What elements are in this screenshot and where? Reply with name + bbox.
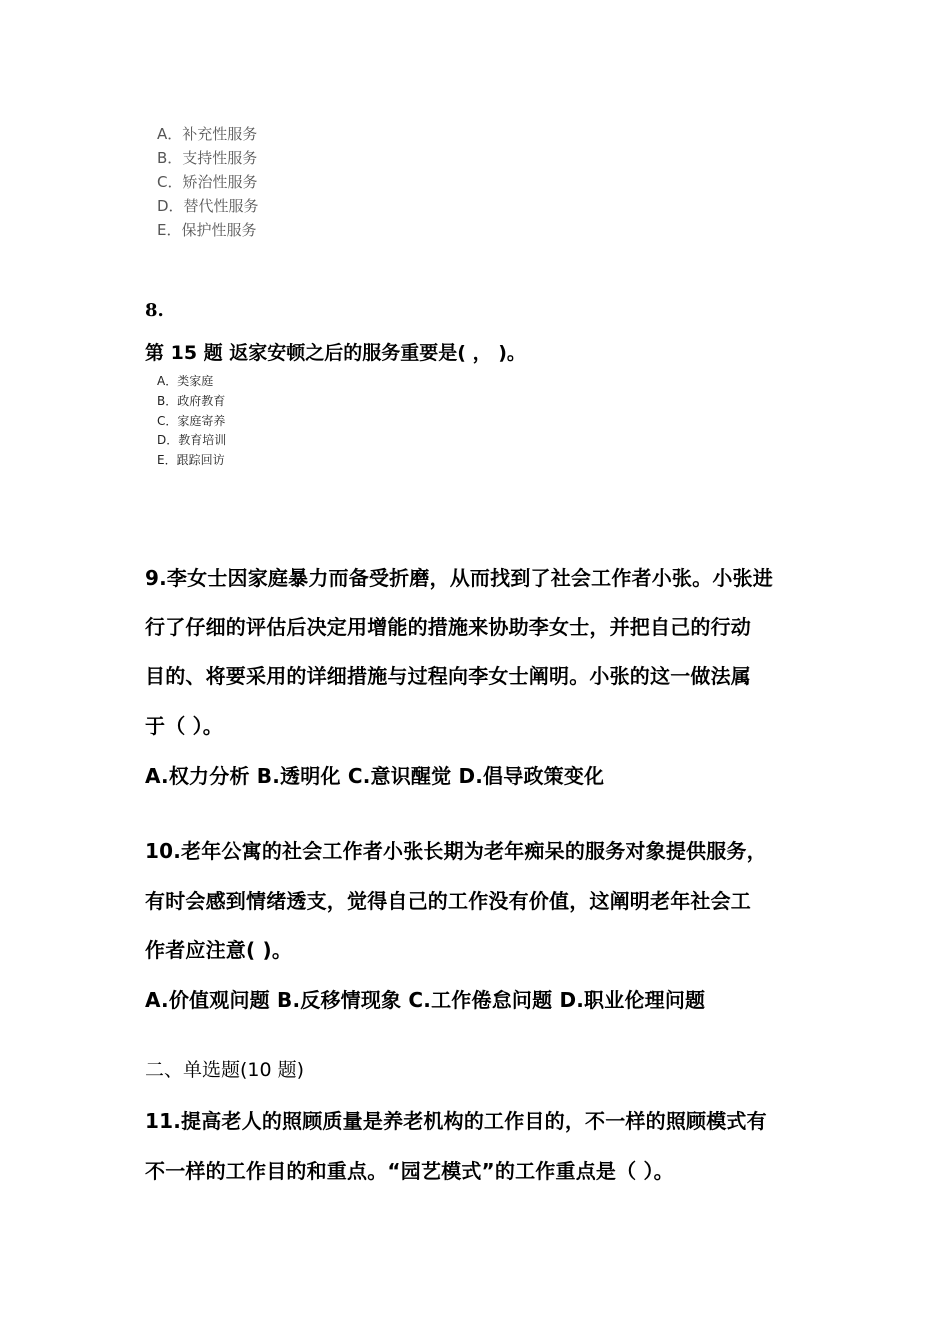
q10-line-1: 10.老年公寓的社会工作者小张长期为老年痴呆的服务对象提供服务， [145,839,767,863]
q7-option-d: D．替代性服务 [157,197,259,215]
q8-option-d: D．教育培训 [157,433,227,447]
q8-option-c: C．家庭寄养 [157,414,226,428]
section-heading: 二、单选题(10 题) [145,1059,305,1081]
q9-line-1: 9.李女士因家庭暴力而备受折磨，从而找到了社会工作者小张。小张进 [145,566,773,590]
q8-number: 8. [145,300,164,321]
q8-option-a: A．类家庭 [157,374,214,388]
q8-title: 第 15 题 返家安顿之后的服务重要是( ， )。 [145,342,526,364]
q11-line-1: 11.提高老人的照顾质量是养老机构的工作目的，不一样的照顾模式有 [145,1109,767,1133]
q9-line-2: 行了仔细的评估后决定用增能的措施来协助李女士，并把自己的行动 [145,615,751,639]
q7-option-c: C．矫治性服务 [157,173,258,191]
q9-line-4: 于（ ）。 [145,714,223,738]
q8-option-b: B．政府教育 [157,394,226,408]
q11-line-2: 不一样的工作目的和重点。“园艺模式”的工作重点是（ ）。 [145,1159,674,1183]
q7-option-a: A．补充性服务 [157,125,258,143]
q10-line-3: 作者应注意( )。 [145,938,293,962]
q9-options: A.权力分析 B.透明化 C.意识醒觉 D.倡导政策变化 [145,764,605,788]
q7-option-e: E．保护性服务 [157,221,257,239]
q8-option-e: E．跟踪回访 [157,453,225,467]
q9-line-3: 目的、将要采用的详细措施与过程向李女士阐明。小张的这一做法属 [145,664,751,688]
q10-options: A.价值观问题 B.反移情现象 C.工作倦怠问题 D.职业伦理问题 [145,988,706,1012]
q10-line-2: 有时会感到情绪透支，觉得自己的工作没有价值，这阐明老年社会工 [145,889,751,913]
q7-option-b: B．支持性服务 [157,149,258,167]
